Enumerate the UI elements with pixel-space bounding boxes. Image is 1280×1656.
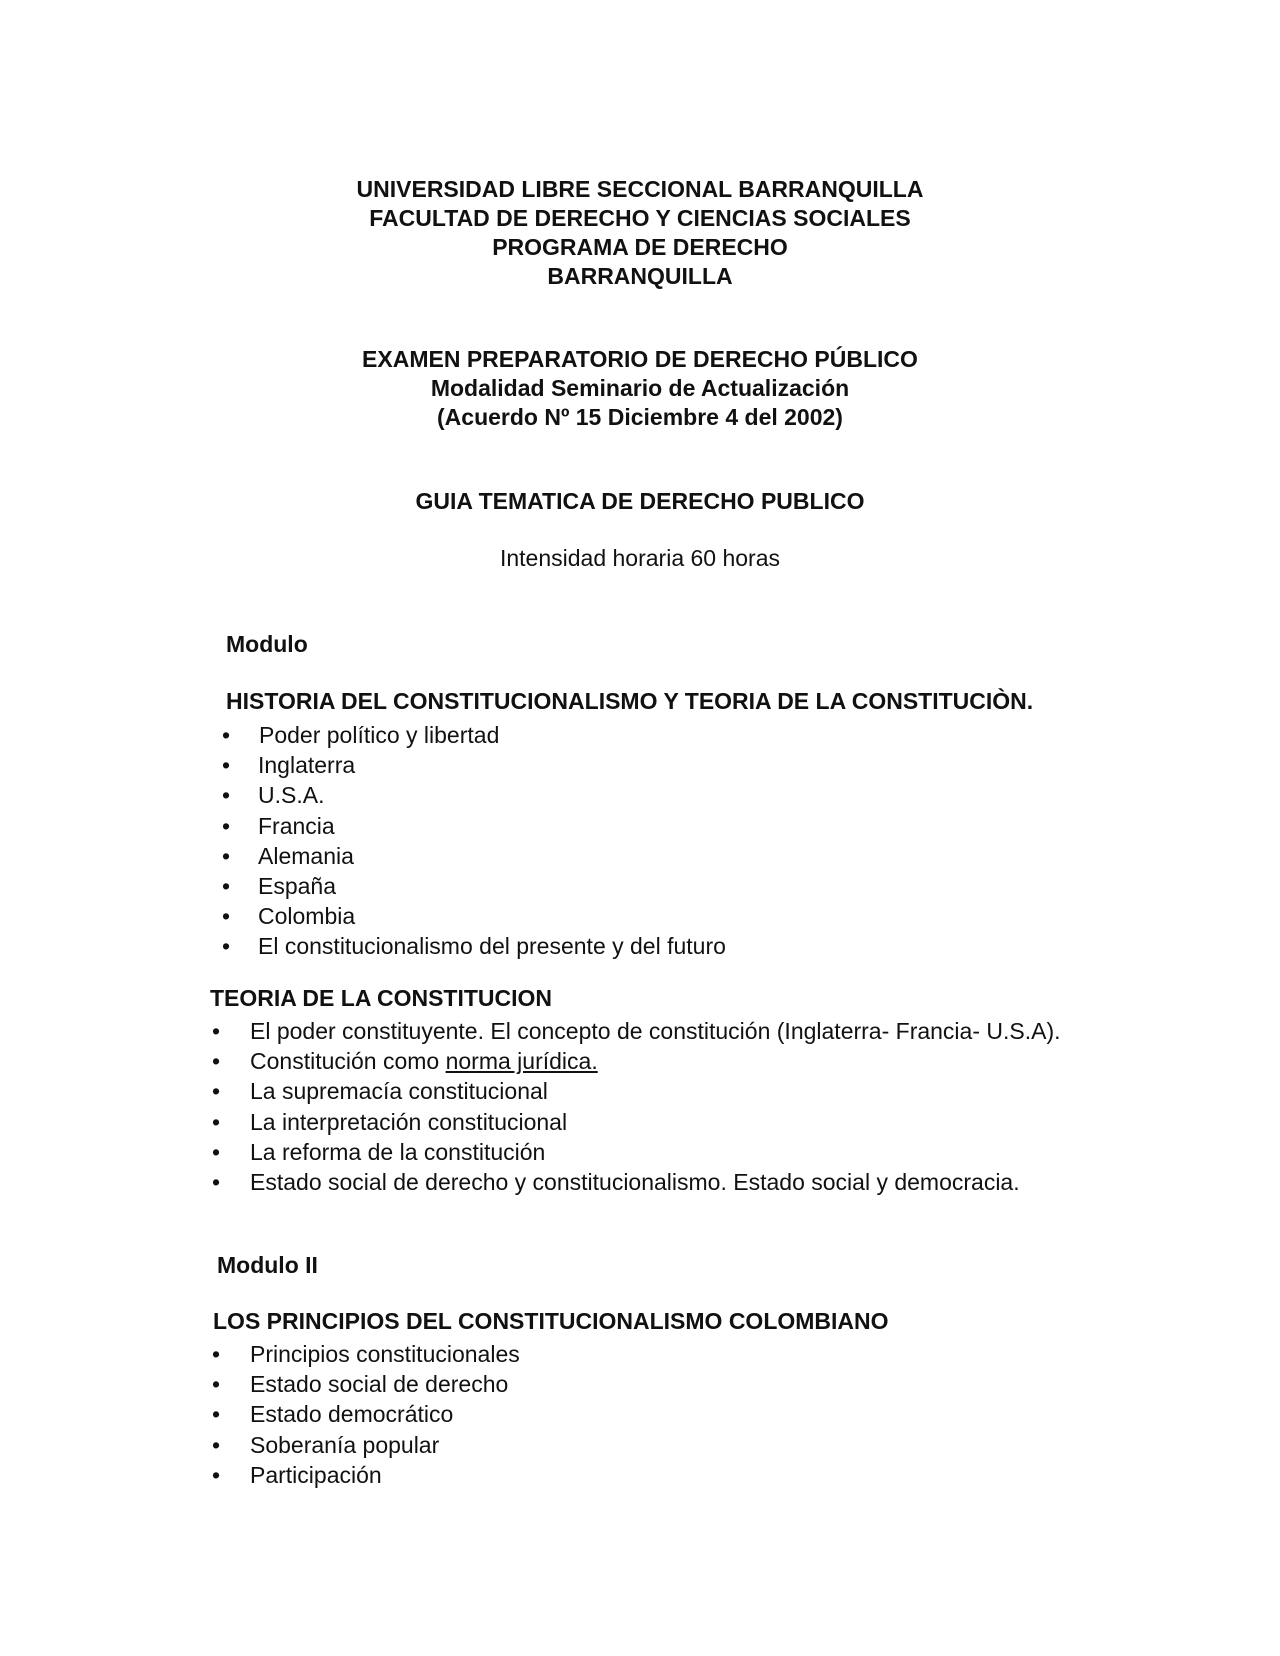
exam-title: EXAMEN PREPARATORIO DE DERECHO PÚBLICO <box>362 346 918 372</box>
list-item <box>212 1339 520 1369</box>
list-item-text: U.S.A. <box>258 782 325 809</box>
bullet-glyph: • <box>222 752 231 779</box>
list-item <box>212 1399 520 1429</box>
list-item-text: Alemania <box>258 842 354 869</box>
list-item-text: España <box>258 873 337 900</box>
list-item <box>212 1046 1061 1076</box>
list-item <box>212 1369 520 1399</box>
list-item-text: Constitución como <box>250 1048 446 1075</box>
module-2-section-1-list <box>212 1339 520 1490</box>
module-1-section-2-title: TEORIA DE LA CONSTITUCION <box>210 985 553 1011</box>
bullet-glyph: • <box>222 842 231 869</box>
module-1-section-1-title: HISTORIA DEL CONSTITUCIONALISMO Y TEORIA DE LA CONSTITUCIÒN. <box>226 688 1034 714</box>
list-item-text: Estado social de derecho y constitucionalismo. Estado social y democracia. <box>250 1169 1020 1196</box>
list-item-text: Francia <box>258 812 335 839</box>
list-item-text: La supremacía constitucional <box>250 1078 548 1105</box>
institution-header <box>0 175 1280 291</box>
list-item-text: La interpretación constitucional <box>250 1108 568 1135</box>
list-item <box>222 780 726 810</box>
bullet-glyph: • <box>222 873 231 900</box>
list-item <box>212 1460 520 1490</box>
underlined-term: norma jurídica. <box>445 1048 598 1075</box>
module-2-section-1-title: LOS PRINCIPIOS DEL CONSTITUCIONALISMO COLOMBIANO <box>213 1308 889 1334</box>
bullet-glyph: • <box>212 1078 221 1105</box>
guide-hours: Intensidad horaria 60 horas <box>499 545 781 571</box>
list-item <box>212 1430 520 1460</box>
list-item-text: Inglaterra <box>258 752 356 779</box>
exam-agreement: (Acuerdo Nº 15 Diciembre 4 del 2002) <box>437 404 843 430</box>
list-item <box>212 1107 1061 1137</box>
header-line-program: PROGRAMA DE DERECHO <box>492 234 788 260</box>
bullet-glyph: • <box>222 933 231 960</box>
header-line-faculty: FACULTAD DE DERECHO Y CIENCIAS SOCIALES <box>369 205 911 231</box>
list-item <box>212 1137 1061 1167</box>
bullet-glyph: • <box>222 722 231 748</box>
header-line-city: BARRANQUILLA <box>547 263 733 289</box>
bullet-glyph: • <box>212 1108 221 1135</box>
bullet-glyph: • <box>212 1169 221 1196</box>
list-item <box>212 1076 1061 1106</box>
bullet-glyph: • <box>212 1018 221 1044</box>
header-line-university: UNIVERSIDAD LIBRE SECCIONAL BARRANQUILLA <box>356 176 924 202</box>
guide-hours-block <box>0 544 1280 573</box>
list-item-text: Participación <box>250 1461 382 1488</box>
list-item <box>222 871 726 901</box>
list-item-text: Estado social de derecho <box>250 1371 509 1398</box>
guide-title: GUIA TEMATICA DE DERECHO PUBLICO <box>415 488 865 514</box>
bullet-glyph: • <box>222 812 231 839</box>
list-item <box>212 1016 1061 1046</box>
exam-header <box>0 345 1280 432</box>
bullet-glyph: • <box>212 1461 221 1488</box>
bullet-glyph: • <box>222 903 231 930</box>
module-1-section-2-list <box>212 1016 1061 1197</box>
bullet-glyph: • <box>222 782 231 809</box>
list-item <box>222 811 726 841</box>
list-item-text: Colombia <box>258 903 356 930</box>
bullet-glyph: • <box>212 1371 221 1398</box>
list-item <box>222 750 726 780</box>
list-item-text: Estado democrático <box>250 1401 454 1428</box>
list-item-text: El poder constituyente. El concepto de constitución (Inglaterra- Francia- U.S.A). <box>250 1018 1061 1044</box>
list-item-text: El constitucionalismo del presente y del futuro <box>258 933 726 960</box>
module-1-section-1-list <box>222 720 726 962</box>
module-1-label: Modulo <box>226 631 308 657</box>
list-item-text: Principios constitucionales <box>250 1341 520 1367</box>
bullet-glyph: • <box>212 1048 221 1075</box>
list-item <box>222 841 726 871</box>
list-item-text: Poder político y libertad <box>259 722 500 748</box>
module-2-label: Modulo II <box>217 1252 318 1278</box>
bullet-glyph: • <box>212 1341 221 1367</box>
bullet-glyph: • <box>212 1401 221 1428</box>
bullet-glyph: • <box>212 1431 221 1458</box>
list-item-text: Soberanía popular <box>250 1431 440 1458</box>
exam-modality: Modalidad Seminario de Actualización <box>430 375 850 401</box>
list-item-text: La reforma de la constitución <box>250 1138 546 1165</box>
list-item <box>212 1167 1061 1197</box>
list-item <box>222 901 726 931</box>
guide-header <box>0 487 1280 516</box>
list-item <box>222 720 726 750</box>
list-item <box>222 931 726 961</box>
bullet-glyph: • <box>212 1138 221 1165</box>
